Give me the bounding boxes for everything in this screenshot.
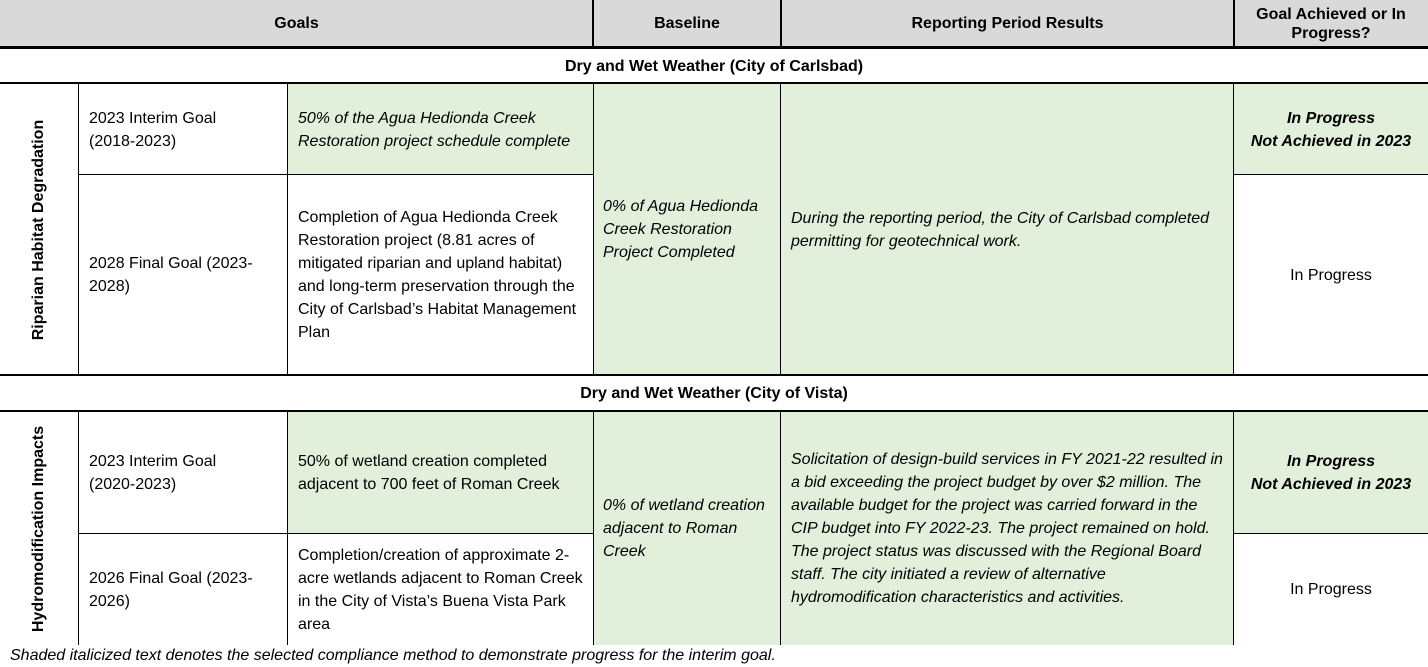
section1-bottom-rule <box>0 374 1428 376</box>
period-line1: 2026 Final Goal (2023- <box>89 569 253 587</box>
baseline-text: 0% of wetland creation adjacent to Roman Creek <box>603 497 765 560</box>
s1-col-rule-4 <box>780 84 781 375</box>
status-text: In Progress <box>1290 581 1372 598</box>
results-vista <box>781 412 1234 645</box>
header-results-label: Reporting Period Results <box>911 15 1104 32</box>
header-results <box>781 0 1234 47</box>
period-line1: 2023 Interim Goal <box>89 453 217 470</box>
status-interim-2023-carlsbad <box>1234 84 1428 175</box>
status-line1: In Progress <box>1286 109 1376 127</box>
s1-col-rule-5 <box>1233 84 1234 375</box>
goal-description-final-2026 <box>288 534 593 645</box>
goal-text: Completion of Agua Hedionda Creek Restoration project (8.81 acres of mitigated riparian and upland habitat) and long-term preservation through the City of Carlsbad’s Habitat Management Plan <box>298 209 577 341</box>
category-riparian <box>0 84 79 375</box>
section1-top-rule <box>0 82 1428 84</box>
header-baseline <box>593 0 781 47</box>
period-line1: 2028 Final Goal (2023- <box>89 255 253 272</box>
category-hydromodification-label: Hydromodification Impacts <box>30 425 48 632</box>
status-line2: Not Achieved in 2023 <box>1250 476 1412 493</box>
header-divider-3 <box>1233 0 1235 47</box>
status-line2: Not Achieved in 2023 <box>1250 132 1412 150</box>
baseline-vista <box>593 412 781 645</box>
s2-col-rule-5 <box>1233 412 1234 645</box>
header-goals <box>0 0 593 47</box>
s2-col-rule-2 <box>287 412 288 645</box>
header-divider-2 <box>780 0 782 47</box>
goal-text: Completion/creation of approximate 2-acre wetlands adjacent to Roman Creek in the City of Vista’s Buena Vista Park area <box>298 546 583 633</box>
results-carlsbad <box>781 84 1234 375</box>
header-baseline-label: Baseline <box>654 15 720 32</box>
s1-col-rule-3 <box>593 84 594 375</box>
s1-col-rule-2 <box>287 84 288 375</box>
status-line1: In Progress <box>1286 453 1376 470</box>
baseline-carlsbad <box>593 84 781 375</box>
section-band-carlsbad-label: Dry and Wet Weather (City of Carlsbad) <box>564 57 864 75</box>
header-divider-1 <box>592 0 594 47</box>
goal-text: 50% of wetland creation completed adjacent to 700 feet of Roman Creek <box>298 453 560 493</box>
goal-period-final-2028 <box>79 175 288 375</box>
category-hydromodification <box>0 412 79 645</box>
period-line2: 2026) <box>89 592 130 610</box>
s1-col-rule-1 <box>78 84 79 375</box>
status-interim-2023-vista <box>1234 412 1428 534</box>
period-line2: (2020-2023) <box>89 476 177 493</box>
status-final-2026-vista <box>1234 534 1428 645</box>
period-line2: (2018-2023) <box>89 132 177 150</box>
header-bottom-rule <box>0 46 1428 49</box>
period-line2: 2028) <box>89 278 130 295</box>
s2-col-rule-3 <box>593 412 594 645</box>
goal-description-final-2028 <box>288 175 593 375</box>
baseline-text: 0% of Agua Hedionda Creek Restoration Project Completed <box>603 198 759 261</box>
category-riparian-label: Riparian Habitat Degradation <box>30 119 48 340</box>
goal-period-final-2026 <box>79 534 288 645</box>
header-achieved-line2: Progress? <box>1291 24 1371 42</box>
s2-col-rule-4 <box>780 412 781 645</box>
section-band-carlsbad <box>0 50 1428 83</box>
header-goals-label: Goals <box>274 15 319 32</box>
goal-period-interim-2023 <box>79 84 288 175</box>
row-rule-s1-status <box>1234 174 1428 175</box>
goal-text: 50% of the Agua Hedionda Creek Restoration project schedule complete <box>298 109 571 150</box>
section2-top-rule <box>0 410 1428 412</box>
status-final-2028-carlsbad <box>1234 175 1428 375</box>
period-line1: 2023 Interim Goal <box>89 109 217 127</box>
goal-period-interim-2023-vista <box>79 412 288 534</box>
section-band-vista <box>0 376 1428 411</box>
results-text: Solicitation of design-build services in FY 2021-22 resulted in a bid exceeding the project budget by over $2 million. The available budget for the project was carried forward in the CIP budget into FY 2022-23. The project remained on hold. The project status was discussed with the Regional Board staff. The city initiated a review of alternative hydromodification characteristics and activities. <box>791 451 1223 606</box>
header-achieved-line1: Goal Achieved or In <box>1256 5 1406 23</box>
goal-description-interim-2023-vista <box>288 412 593 534</box>
results-text: During the reporting period, the City of Carlsbad completed permitting for geotechnical work. <box>791 209 1209 250</box>
row-rule-s2-goals <box>79 533 593 534</box>
section-band-vista-label: Dry and Wet Weather (City of Vista) <box>580 384 848 402</box>
row-rule-s2-status <box>1234 533 1428 534</box>
header-achieved <box>1234 0 1428 47</box>
goal-description-interim-2023 <box>288 84 593 175</box>
row-rule-s1-goals <box>79 174 593 175</box>
footnote: Shaded italicized text denotes the selected compliance method to demonstrate progress for the interim goal. <box>10 647 776 664</box>
s2-col-rule-1 <box>78 412 79 645</box>
status-text: In Progress <box>1290 266 1372 284</box>
